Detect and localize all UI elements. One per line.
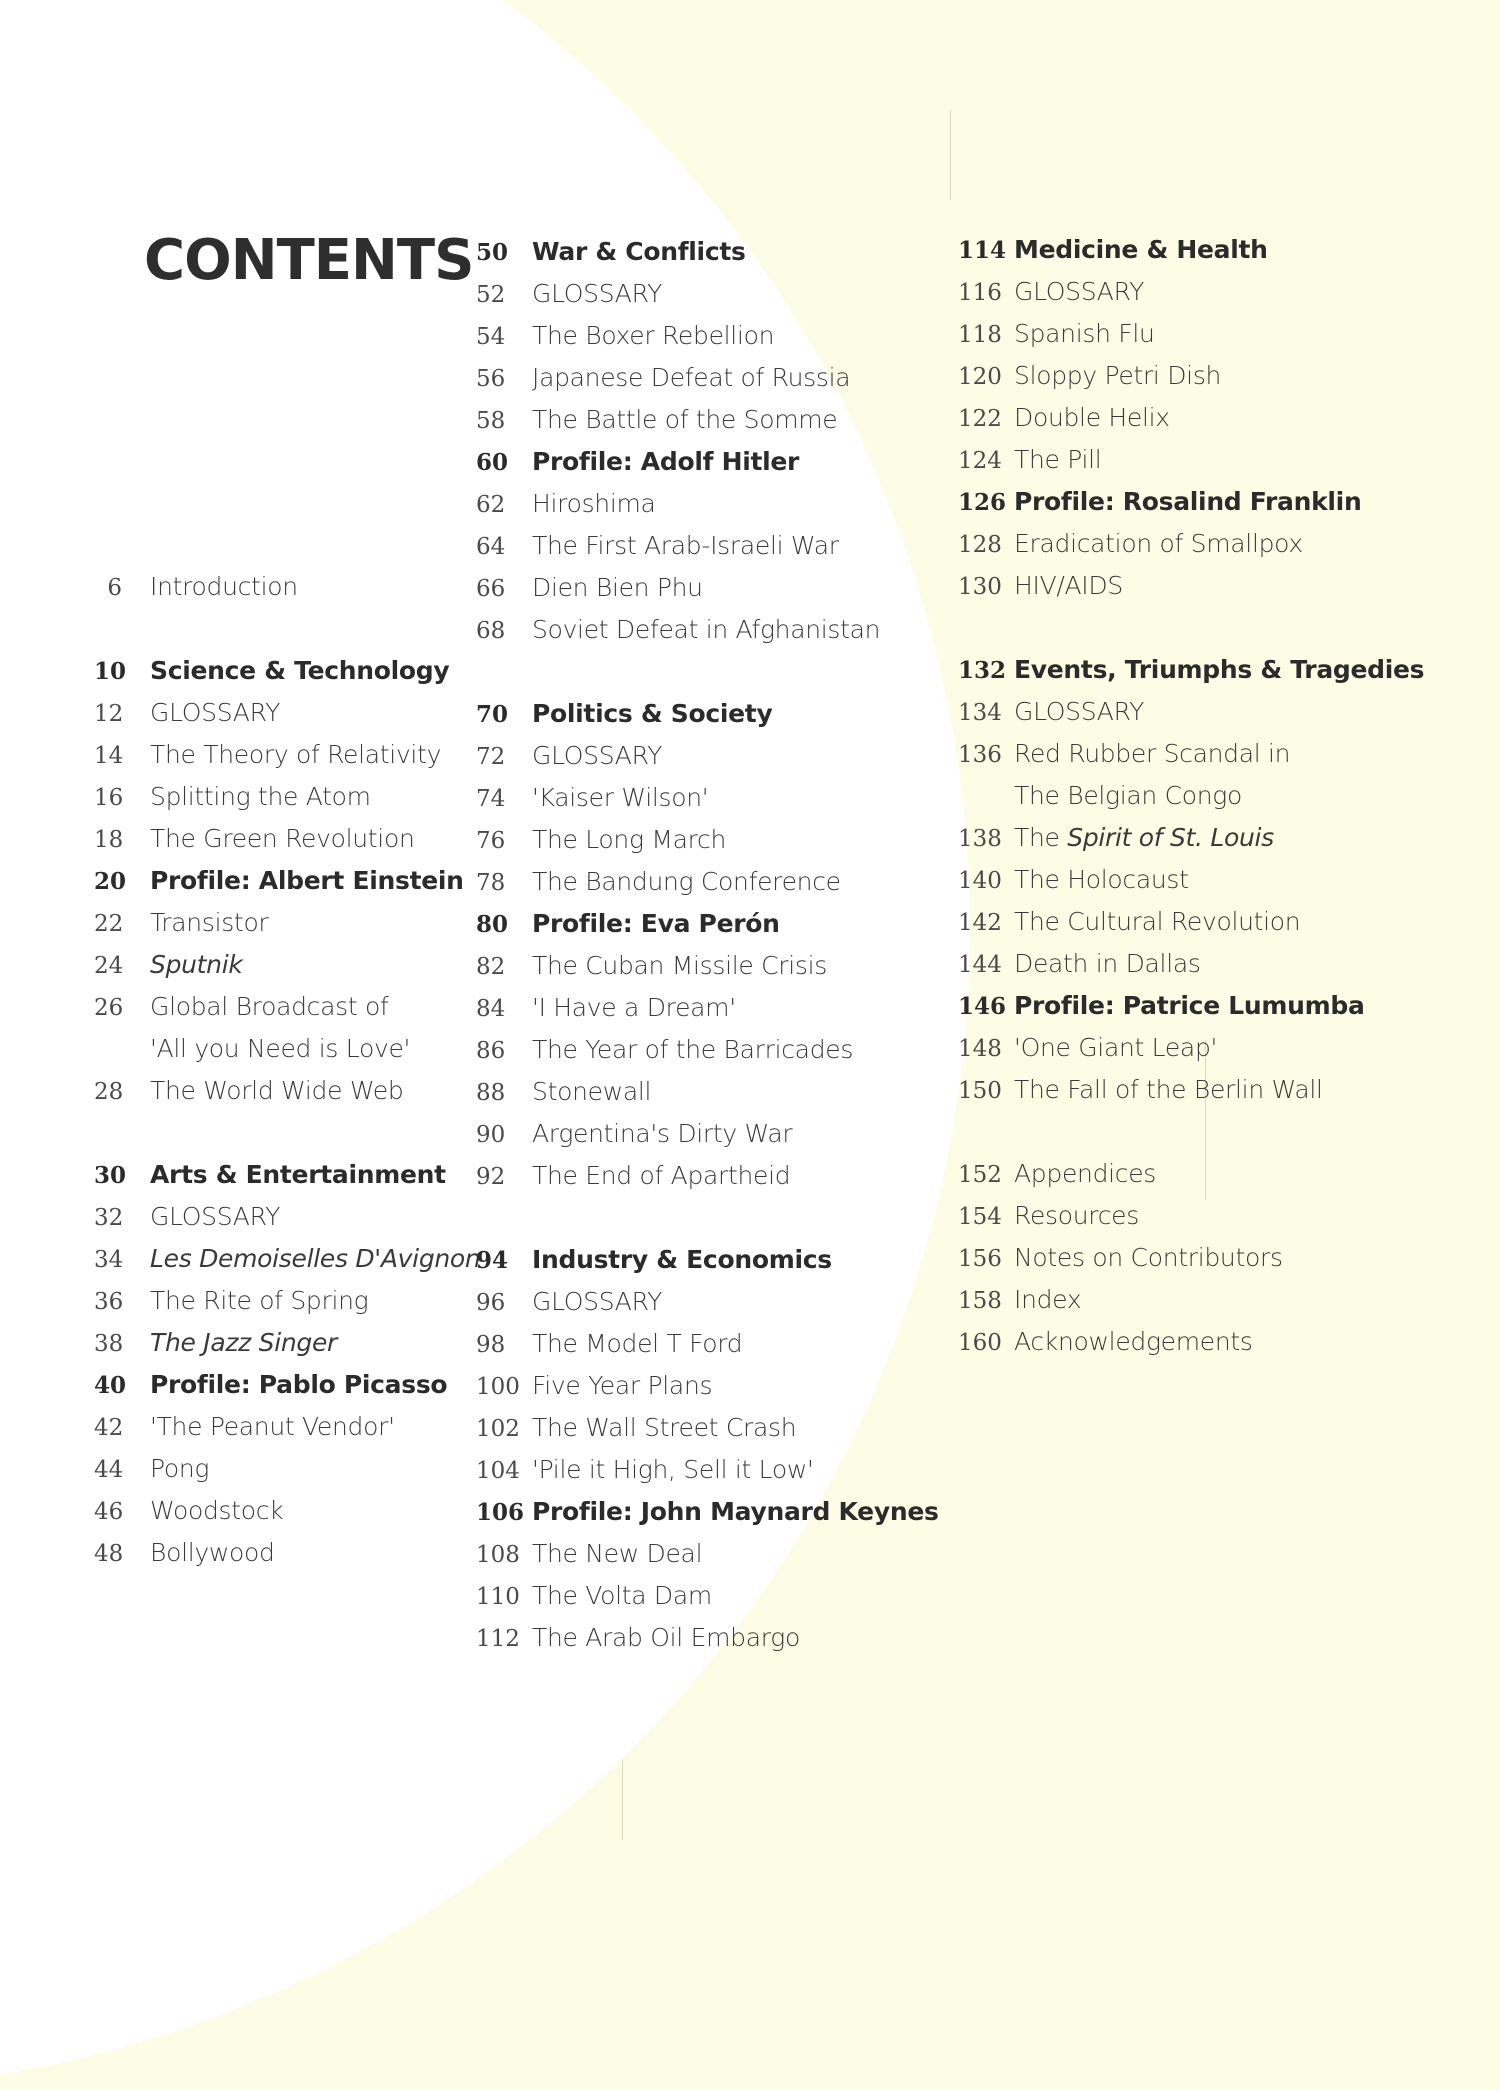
page-number: 120 — [958, 364, 1002, 390]
page-number: 24 — [94, 953, 124, 979]
contents-entry — [958, 733, 1378, 775]
contents-entry — [958, 397, 1378, 439]
entry-title: Appendices — [1014, 1159, 1157, 1188]
entry-title-italic: Spirit of St. Louis — [1067, 823, 1274, 852]
page-number: 150 — [958, 1078, 1002, 1104]
entry-title: The Battle of the Somme — [532, 405, 838, 434]
page-number: 66 — [476, 576, 506, 602]
section-gap — [94, 608, 454, 650]
contents-entry — [476, 1323, 896, 1365]
entry-title: Bollywood — [150, 1538, 275, 1567]
page-number: 146 — [958, 993, 1007, 1020]
entry-title: The Year of the Barricades — [532, 1035, 854, 1064]
page-number: 58 — [476, 408, 506, 434]
contents-entry — [958, 1279, 1378, 1321]
contents-entry — [958, 1237, 1378, 1279]
entry-title: The Long March — [532, 825, 727, 854]
entry-title: Profile: Albert Einstein — [150, 866, 464, 895]
contents-entry — [94, 1490, 454, 1532]
contents-entry — [476, 273, 896, 315]
contents-entry — [476, 1029, 896, 1071]
contents-entry — [476, 819, 896, 861]
page-number: 158 — [958, 1288, 1002, 1314]
contents-entry — [958, 481, 1378, 523]
entry-title: Hiroshima — [532, 489, 656, 518]
contents-entry — [476, 1491, 939, 1533]
contents-entry — [94, 1070, 454, 1112]
contents-entry — [476, 1155, 896, 1197]
entry-title: The Volta Dam — [532, 1581, 712, 1610]
entry-title: War & Conflicts — [532, 237, 746, 266]
page-number: 108 — [476, 1542, 520, 1568]
entry-title-part: The — [1014, 823, 1068, 852]
contents-entry — [958, 1027, 1378, 1069]
page-number: 90 — [476, 1122, 506, 1148]
page-number: 18 — [94, 827, 124, 853]
contents-entry — [476, 525, 896, 567]
entry-title: Profile: Adolf Hitler — [532, 447, 800, 476]
contents-entry — [94, 734, 454, 776]
contents-entry — [94, 1532, 454, 1574]
contents-entry — [94, 776, 454, 818]
contents-entry — [958, 775, 1378, 817]
entry-title: Science & Technology — [150, 656, 450, 685]
entry-title: Soviet Defeat in Afghanistan — [532, 615, 881, 644]
page-number: 14 — [94, 743, 124, 769]
contents-entry — [94, 818, 454, 860]
section-heading — [958, 649, 1425, 691]
page-number: 76 — [476, 828, 506, 854]
contents-entry — [958, 565, 1378, 607]
page-number: 136 — [958, 742, 1002, 768]
page-number: 46 — [94, 1499, 124, 1525]
entry-title: Industry & Economics — [532, 1245, 832, 1274]
page-number: 140 — [958, 868, 1002, 894]
section-gap — [94, 1112, 454, 1154]
entry-title: 'Pile it High, Sell it Low' — [532, 1455, 814, 1484]
entry-title: The Model T Ford — [532, 1329, 743, 1358]
contents-column-3 — [958, 229, 1425, 1363]
contents-entry — [476, 1617, 896, 1659]
contents-entry — [476, 735, 896, 777]
scan-mark — [950, 110, 951, 200]
contents-column-2 — [476, 231, 939, 1659]
contents-entry — [958, 523, 1378, 565]
page-number: 54 — [476, 324, 506, 350]
entry-title: Profile: Rosalind Franklin — [1014, 487, 1362, 516]
page-number: 56 — [476, 366, 506, 392]
page-number: 28 — [94, 1079, 124, 1105]
page-number: 114 — [958, 237, 1007, 264]
contents-entry — [94, 1448, 454, 1490]
page-number: 102 — [476, 1416, 520, 1442]
section-heading — [958, 229, 1378, 271]
entry-title: Medicine & Health — [1014, 235, 1268, 264]
entry-title: The Arab Oil Embargo — [532, 1623, 800, 1652]
entry-title: Argentina's Dirty War — [532, 1119, 793, 1148]
contents-entry — [94, 902, 454, 944]
entry-title: Red Rubber Scandal in — [1014, 739, 1291, 768]
page-number: 132 — [958, 657, 1007, 684]
contents-entry — [958, 355, 1378, 397]
entry-title: The Cuban Missile Crisis — [532, 951, 827, 980]
entry-title: The Theory of Relativity — [150, 740, 442, 769]
entry-title: Politics & Society — [532, 699, 773, 728]
contents-entry — [958, 691, 1378, 733]
entry-title: The First Arab-Israeli War — [532, 531, 839, 560]
page-number: 50 — [476, 239, 509, 266]
entry-title: Profile: John Maynard Keynes — [532, 1497, 939, 1526]
contents-entry — [958, 439, 1378, 481]
entry-title: Notes on Contributors — [1014, 1243, 1283, 1272]
entry-title: Les Demoiselles D'Avignon — [150, 1244, 481, 1273]
page-number: 52 — [476, 282, 506, 308]
page-number: 48 — [94, 1541, 124, 1567]
entry-title: Death in Dallas — [1014, 949, 1201, 978]
page-number: 72 — [476, 744, 506, 770]
contents-entry — [94, 1280, 454, 1322]
contents-entry — [476, 1113, 896, 1155]
contents-entry — [476, 945, 896, 987]
entry-title: The Jazz Singer — [150, 1328, 338, 1357]
entry-title: Sloppy Petri Dish — [1014, 361, 1222, 390]
contents-entry — [476, 903, 896, 945]
page-number: 74 — [476, 786, 506, 812]
entry-title: The Boxer Rebellion — [532, 321, 775, 350]
contents-entry — [958, 859, 1378, 901]
contents-entry — [94, 860, 464, 902]
page-number: 44 — [94, 1457, 124, 1483]
entry-title: Woodstock — [150, 1496, 284, 1525]
page-number: 138 — [958, 826, 1002, 852]
contents-entry — [94, 1364, 454, 1406]
entry-title: Arts & Entertainment — [150, 1160, 446, 1189]
contents-entry — [476, 567, 896, 609]
page-number: 122 — [958, 406, 1002, 432]
page-number: 154 — [958, 1204, 1002, 1230]
entry-title: The Bandung Conference — [532, 867, 841, 896]
page-number: 12 — [94, 701, 124, 727]
page-number: 36 — [94, 1289, 124, 1315]
entry-title: Five Year Plans — [532, 1371, 713, 1400]
contents-entry — [958, 271, 1378, 313]
entry-title: The Pill — [1014, 445, 1102, 474]
page-number: 84 — [476, 996, 506, 1022]
entry-title: The Cultural Revolution — [1014, 907, 1301, 936]
entry-title: Transistor — [150, 908, 269, 937]
page-number: 134 — [958, 700, 1002, 726]
entry-title: The World Wide Web — [150, 1076, 404, 1105]
contents-entry — [476, 861, 896, 903]
page-number: 92 — [476, 1164, 506, 1190]
contents-entry — [476, 1533, 896, 1575]
section-heading — [94, 1154, 454, 1196]
contents-entry — [476, 1365, 896, 1407]
contents-entry — [958, 901, 1378, 943]
section-heading — [94, 650, 454, 692]
entry-title: GLOSSARY — [532, 279, 663, 308]
section-gap — [476, 651, 896, 693]
contents-entry — [958, 1195, 1378, 1237]
page-number: 40 — [94, 1372, 127, 1399]
entry-title: Events, Triumphs & Tragedies — [1014, 655, 1425, 684]
contents-entry — [94, 1028, 454, 1070]
contents-entry — [94, 986, 454, 1028]
contents-entry — [958, 985, 1378, 1027]
page-number: 130 — [958, 574, 1002, 600]
page-number: 62 — [476, 492, 506, 518]
page-number: 26 — [94, 995, 124, 1021]
page-number: 16 — [94, 785, 124, 811]
page-number: 116 — [958, 280, 1002, 306]
entry-title: 'The Peanut Vendor' — [150, 1412, 395, 1441]
contents-entry — [476, 1071, 896, 1113]
entry-title: 'I Have a Dream' — [532, 993, 736, 1022]
contents-entry — [476, 1449, 896, 1491]
page-number: 148 — [958, 1036, 1002, 1062]
contents-entry — [958, 1069, 1378, 1111]
entry-title: Profile: Eva Perón — [532, 909, 780, 938]
page-number: 144 — [958, 952, 1002, 978]
entry-title: Japanese Defeat of Russia — [532, 363, 851, 392]
contents-entry — [476, 1407, 896, 1449]
page-number: 42 — [94, 1415, 124, 1441]
page-number: 100 — [476, 1374, 520, 1400]
contents-entry — [476, 987, 896, 1029]
page-number: 98 — [476, 1332, 506, 1358]
entry-title: Dien Bien Phu — [532, 573, 703, 602]
page-number: 30 — [94, 1162, 127, 1189]
contents-entry — [476, 1575, 896, 1617]
entry-title: The New Deal — [532, 1539, 703, 1568]
section-gap — [476, 1197, 896, 1239]
contents-entry — [94, 1322, 454, 1364]
contents-entry — [958, 1153, 1378, 1195]
section-gap — [958, 607, 1378, 649]
page-number: 78 — [476, 870, 506, 896]
entry-title: GLOSSARY — [1014, 277, 1145, 306]
page-number: 156 — [958, 1246, 1002, 1272]
entry-title: The Fall of the Berlin Wall — [1014, 1075, 1323, 1104]
page-number: 128 — [958, 532, 1002, 558]
page-number: 10 — [94, 658, 127, 685]
entry-title: Pong — [150, 1454, 210, 1483]
contents-entry — [476, 315, 896, 357]
page-number: 22 — [94, 911, 124, 937]
contents-entry — [94, 944, 454, 986]
section-heading — [476, 693, 896, 735]
contents-entry — [94, 1406, 454, 1448]
entry-title: GLOSSARY — [532, 1287, 663, 1316]
page-number: 34 — [94, 1247, 124, 1273]
entry-title: The Rite of Spring — [150, 1286, 369, 1315]
scan-mark — [622, 1760, 623, 1840]
page-number: 32 — [94, 1205, 124, 1231]
page-number: 82 — [476, 954, 506, 980]
page-number: 70 — [476, 701, 509, 728]
contents-entry — [94, 692, 454, 734]
page-title: CONTENTS — [144, 228, 474, 293]
page-number: 86 — [476, 1038, 506, 1064]
page-number: 126 — [958, 489, 1007, 516]
entry-title: Eradication of Smallpox — [1014, 529, 1303, 558]
entry-title: Profile: Pablo Picasso — [150, 1370, 448, 1399]
contents-entry — [476, 609, 896, 651]
page-number: 160 — [958, 1330, 1002, 1356]
section-heading — [476, 1239, 896, 1281]
page-number: 104 — [476, 1458, 520, 1484]
entry-title: Acknowledgements — [1014, 1327, 1253, 1356]
page-number: 38 — [94, 1331, 124, 1357]
contents-entry — [94, 1196, 454, 1238]
entry-title: 'Kaiser Wilson' — [532, 783, 709, 812]
contents-entry — [476, 399, 896, 441]
contents-entry — [476, 483, 896, 525]
page-number: 64 — [476, 534, 506, 560]
contents-entry — [476, 441, 896, 483]
entry-title: GLOSSARY — [150, 1202, 281, 1231]
entry-title: The Green Revolution — [150, 824, 415, 853]
page-number: 142 — [958, 910, 1002, 936]
page-number: 118 — [958, 322, 1002, 348]
entry-title: GLOSSARY — [1014, 697, 1145, 726]
entry-title: Double Helix — [1014, 403, 1170, 432]
page-number: 88 — [476, 1080, 506, 1106]
entry-title: The Wall Street Crash — [532, 1413, 797, 1442]
section-gap — [958, 1111, 1378, 1153]
entry-title: Introduction — [150, 572, 298, 601]
entry-title: The End of Apartheid — [532, 1161, 791, 1190]
entry-title: Index — [1014, 1285, 1082, 1314]
entry-title: HIV/AIDS — [1014, 571, 1123, 600]
section-heading — [476, 231, 896, 273]
page-number: 110 — [476, 1584, 520, 1610]
contents-entry — [94, 1238, 481, 1280]
page-number: 96 — [476, 1290, 506, 1316]
page-number: 60 — [476, 449, 509, 476]
contents-entry — [958, 943, 1378, 985]
entry-title: GLOSSARY — [150, 698, 281, 727]
entry-title: Profile: Patrice Lumumba — [1014, 991, 1365, 1020]
page-number: 20 — [94, 868, 127, 895]
entry-title: Spanish Flu — [1014, 319, 1155, 348]
page-number: 152 — [958, 1162, 1002, 1188]
page-number: 124 — [958, 448, 1002, 474]
page-number: 80 — [476, 911, 509, 938]
contents-entry — [958, 313, 1378, 355]
contents-column-1 — [94, 566, 481, 1574]
entry-title: The Belgian Congo — [1014, 781, 1242, 810]
entry-title: 'One Giant Leap' — [1014, 1033, 1218, 1062]
entry-title: Splitting the Atom — [150, 782, 371, 811]
entry-title: Stonewall — [532, 1077, 652, 1106]
page-number: 68 — [476, 618, 506, 644]
entry-title: Global Broadcast of — [150, 992, 389, 1021]
contents-entry — [476, 1281, 896, 1323]
entry-title: The Holocaust — [1014, 865, 1189, 894]
contents-entry — [958, 1321, 1378, 1363]
contents-entry — [476, 357, 896, 399]
page-number: 106 — [476, 1499, 525, 1526]
page-number: 112 — [476, 1626, 520, 1652]
page-number: 94 — [476, 1247, 509, 1274]
page-number: 6 — [107, 575, 122, 601]
entry-title: GLOSSARY — [532, 741, 663, 770]
entry-title: 'All you Need is Love' — [150, 1034, 411, 1063]
contents-entry — [476, 777, 896, 819]
contents-entry — [958, 817, 1378, 859]
entry-title — [1014, 817, 1274, 859]
entry-title: Sputnik — [150, 950, 243, 979]
entry-title: Resources — [1014, 1201, 1139, 1230]
contents-entry — [94, 566, 454, 608]
